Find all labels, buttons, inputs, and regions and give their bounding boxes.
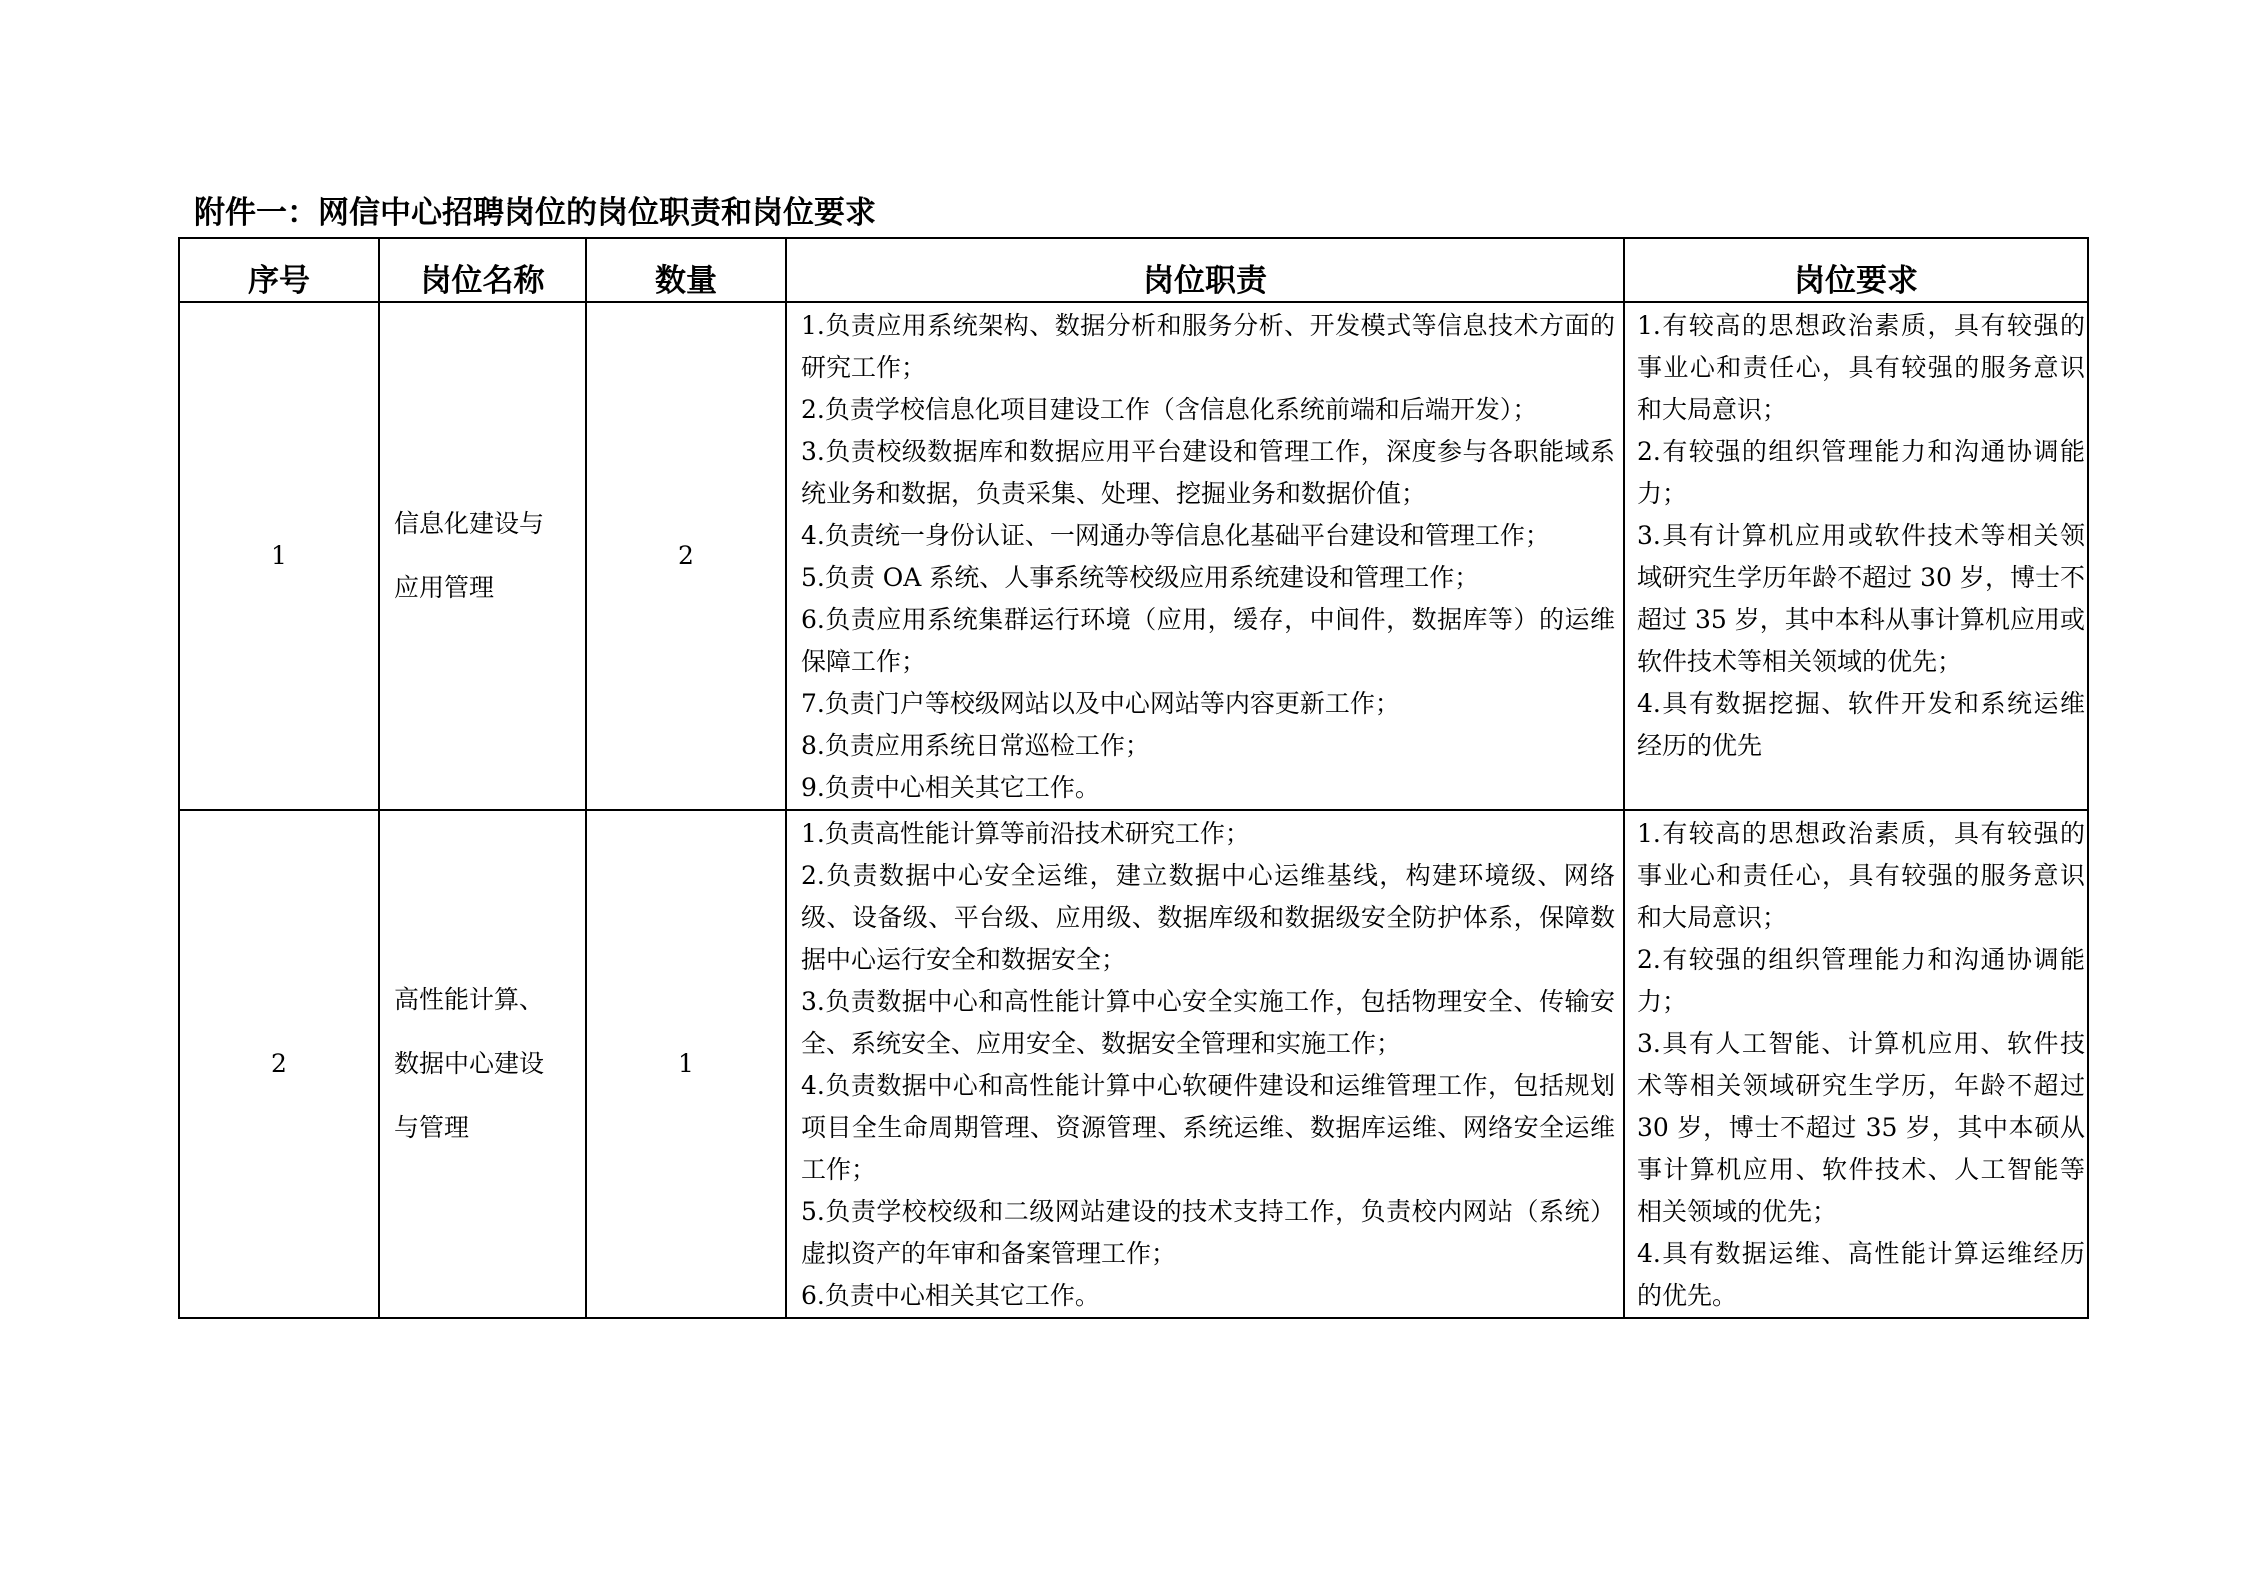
requirement-item: 1.有较高的思想政治素质，具有较强的事业心和责任心，具有较强的服务意识和大局意识； (1637, 311, 2085, 424)
duty-item: 4.负责数据中心和高性能计算中心软硬件建设和运维管理工作，包括规划项目全生命周期管理、资源管理、系统运维、数据库运维、网络安全运维工作； (801, 1071, 1615, 1184)
duty-item: 3.负责数据中心和高性能计算中心安全实施工作，包括物理安全、传输安全、系统安全、应用安全、数据安全管理和实施工作； (801, 987, 1615, 1058)
position-name (379, 302, 586, 810)
duty-item: 5.负责学校校级和二级网站建设的技术支持工作，负责校内网站（系统）虚拟资产的年审和备案管理工作； (801, 1197, 1615, 1268)
duties-cell (786, 810, 1624, 1318)
duty-item: 6.负责应用系统集群运行环境（应用，缓存，中间件，数据库等）的运维保障工作； (801, 605, 1615, 676)
header-position-name: 岗位名称 (379, 238, 586, 302)
requirements-cell (1624, 302, 2088, 810)
duty-item: 7.负责门户等校级网站以及中心网站等内容更新工作； (801, 689, 1400, 718)
row-number: 2 (179, 810, 379, 1318)
position-quantity: 1 (586, 810, 786, 1318)
duty-item: 6.负责中心相关其它工作。 (801, 1281, 1100, 1310)
position-quantity: 2 (586, 302, 786, 810)
document-title: 附件一：网信中心招聘岗位的岗位职责和岗位要求 (194, 195, 876, 231)
requirements-cell (1624, 810, 2088, 1318)
position-name-line: 与管理 (394, 1113, 470, 1142)
table-row (179, 302, 2088, 810)
requirement-item: 4.具有数据运维、高性能计算运维经历的优先。 (1637, 1239, 2085, 1310)
duty-item: 3.负责校级数据库和数据应用平台建设和管理工作，深度参与各职能域系统业务和数据，负责采集、处理、挖掘业务和数据价值； (801, 437, 1615, 508)
requirement-item: 3.具有人工智能、计算机应用、软件技术等相关领域研究生学历，年龄不超过 30 岁，博士不超过 35 岁，其中本硕从事计算机应用、软件技术、人工智能等相关领域的优先； (1637, 1029, 2085, 1226)
header-requirements: 岗位要求 (1624, 238, 2088, 302)
duties-cell (786, 302, 1624, 810)
requirement-item: 4.具有数据挖掘、软件开发和系统运维经历的优先 (1637, 689, 2085, 760)
duty-item: 2.负责学校信息化项目建设工作（含信息化系统前端和后端开发）； (801, 395, 1538, 424)
duty-item: 9.负责中心相关其它工作。 (801, 773, 1100, 802)
requirement-item: 2.有较强的组织管理能力和沟通协调能力； (1637, 437, 2085, 508)
position-name-line: 信息化建设与 (394, 509, 545, 538)
row-number: 1 (179, 302, 379, 810)
duty-item: 1.负责应用系统架构、数据分析和服务分析、开发模式等信息技术方面的研究工作； (801, 311, 1615, 382)
requirement-item: 2.有较强的组织管理能力和沟通协调能力； (1637, 945, 2085, 1016)
duty-item: 4.负责统一身份认证、一网通办等信息化基础平台建设和管理工作； (801, 521, 1550, 550)
requirement-item: 3.具有计算机应用或软件技术等相关领域研究生学历年龄不超过 30 岁，博士不超过 35 岁，其中本科从事计算机应用或软件技术等相关领域的优先； (1637, 521, 2085, 676)
positions-table (178, 237, 2089, 1319)
header-number: 序号 (179, 238, 379, 302)
duty-item: 8.负责应用系统日常巡检工作； (801, 731, 1150, 760)
duty-item: 5.负责 OA 系统、人事系统等校级应用系统建设和管理工作； (801, 563, 1480, 592)
position-name-line: 高性能计算、 (394, 985, 545, 1014)
position-name (379, 810, 586, 1318)
duty-item: 2.负责数据中心安全运维，建立数据中心运维基线，构建环境级、网络级、设备级、平台级、应用级、数据库级和数据级安全防护体系，保障数据中心运行安全和数据安全； (801, 861, 1615, 974)
requirement-item: 1.有较高的思想政治素质，具有较强的事业心和责任心，具有较强的服务意识和大局意识； (1637, 819, 2085, 932)
header-quantity: 数量 (586, 238, 786, 302)
table-row (179, 810, 2088, 1318)
duty-item: 1.负责高性能计算等前沿技术研究工作； (801, 819, 1250, 848)
position-name-line: 应用管理 (394, 573, 495, 602)
position-name-line: 数据中心建设 (394, 1049, 545, 1078)
table-header-row (179, 238, 2088, 302)
header-duties: 岗位职责 (786, 238, 1624, 302)
